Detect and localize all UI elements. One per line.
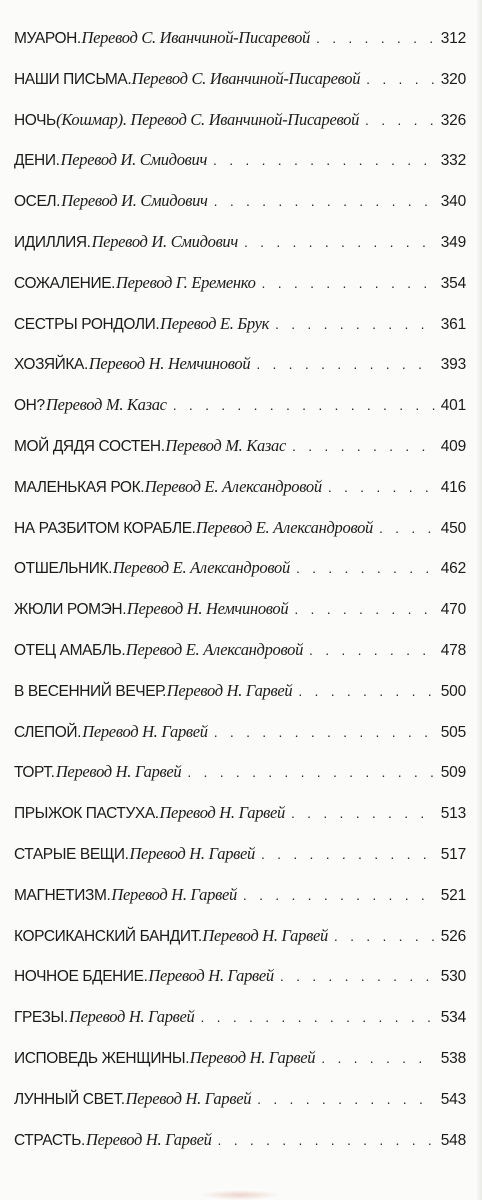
page-number: 538 bbox=[440, 1049, 466, 1067]
toc-entry bbox=[14, 354, 466, 395]
story-title: ЛУННЫЙ СВЕТ. bbox=[14, 1090, 125, 1108]
dot-leader bbox=[298, 683, 435, 699]
toc-entry bbox=[14, 1007, 466, 1048]
page-number: 500 bbox=[440, 682, 466, 700]
translator-credit: Перевод Е. Александровой bbox=[195, 517, 373, 537]
toc-entry bbox=[14, 477, 466, 518]
translator-credit: Перевод М. Казас bbox=[46, 395, 167, 415]
toc-entry bbox=[14, 395, 466, 436]
toc-entry bbox=[14, 558, 466, 599]
translator-credit: Перевод Н. Немчиновой bbox=[88, 354, 251, 374]
toc-entry bbox=[14, 436, 466, 477]
toc-entry bbox=[14, 314, 466, 355]
page-number: 332 bbox=[440, 152, 466, 170]
dot-leader bbox=[291, 805, 435, 821]
story-title: ИСПОВЕДЬ ЖЕНЩИНЫ. bbox=[14, 1049, 190, 1067]
story-title: СЛЕПОЙ. bbox=[14, 723, 82, 741]
translator-credit: Перевод И. Смидович bbox=[61, 191, 208, 211]
translator-credit: Перевод Е. Брук bbox=[160, 313, 270, 333]
scan-stain bbox=[200, 1190, 280, 1200]
story-title: СОЖАЛЕНИЕ. bbox=[14, 274, 116, 292]
toc-entry bbox=[14, 762, 466, 803]
translator-credit: Перевод И. Смидович bbox=[91, 231, 238, 251]
translator-credit: Перевод Н. Гарвей bbox=[166, 680, 293, 700]
translator-credit: Перевод Н. Гарвей bbox=[125, 1088, 252, 1108]
translator-credit: Перевод Н. Гарвей bbox=[202, 925, 328, 945]
toc-entry bbox=[14, 1089, 466, 1130]
dot-leader bbox=[328, 479, 435, 495]
translator-credit: Перевод Е. Александровой bbox=[112, 558, 290, 578]
toc-entry bbox=[14, 885, 466, 926]
toc-entry bbox=[14, 110, 466, 151]
toc-entry bbox=[14, 640, 466, 681]
story-title: ДЕНИ. bbox=[14, 152, 60, 170]
page-number: 340 bbox=[440, 193, 466, 211]
translator-credit: Перевод Н. Гарвей bbox=[111, 884, 237, 904]
story-title: СТАРЫЕ ВЕЩИ. bbox=[14, 845, 129, 863]
story-title: НОЧЬ bbox=[14, 111, 56, 129]
toc-entry bbox=[14, 926, 466, 967]
story-title: ЖЮЛИ РОМЭН. bbox=[14, 601, 127, 619]
page-number: 509 bbox=[440, 764, 466, 782]
dot-leader bbox=[262, 275, 435, 291]
page-number: 513 bbox=[440, 805, 466, 823]
page-number: 548 bbox=[440, 1131, 466, 1149]
toc-entry bbox=[14, 844, 466, 885]
page-number: 320 bbox=[440, 70, 466, 88]
dot-leader bbox=[365, 112, 435, 128]
page-number: 470 bbox=[440, 601, 466, 619]
toc-entry bbox=[14, 722, 466, 763]
dot-leader bbox=[201, 1009, 436, 1025]
page-number: 312 bbox=[440, 30, 466, 47]
dot-leader bbox=[296, 560, 435, 576]
story-title: СЕСТРЫ РОНДОЛИ. bbox=[14, 315, 160, 333]
dot-leader bbox=[218, 1132, 435, 1148]
dot-leader bbox=[243, 887, 435, 903]
page-number: 326 bbox=[440, 111, 466, 129]
translator-credit: Перевод М. Казас bbox=[165, 435, 287, 455]
page-number: 462 bbox=[440, 560, 466, 578]
dot-leader bbox=[261, 846, 435, 862]
page-number: 543 bbox=[440, 1090, 466, 1108]
toc-entry bbox=[14, 28, 466, 69]
story-title: ОТЕЦ АМАБЛЬ. bbox=[14, 641, 126, 659]
page-number: 393 bbox=[440, 356, 466, 374]
translator-credit: Перевод С. Иванчиной-Писаревой bbox=[81, 28, 311, 47]
page-number: 416 bbox=[440, 478, 466, 496]
translator-credit: Перевод Н. Гарвей bbox=[82, 721, 208, 741]
page-number: 361 bbox=[440, 315, 466, 333]
toc-entry bbox=[14, 803, 466, 844]
translator-credit: Перевод Н. Гарвей bbox=[148, 966, 274, 986]
translator-credit: Перевод Г. Еременко bbox=[115, 272, 256, 292]
toc-entry bbox=[14, 1130, 466, 1171]
story-title: МУАРОН. bbox=[14, 30, 81, 47]
dot-leader bbox=[187, 764, 435, 780]
dot-leader bbox=[321, 1050, 435, 1066]
page-number: 517 bbox=[440, 845, 466, 863]
toc-entry bbox=[14, 518, 466, 559]
page-number: 349 bbox=[440, 233, 466, 251]
story-title: МАЛЕНЬКАЯ РОК. bbox=[14, 478, 145, 496]
table-of-contents bbox=[14, 28, 466, 1170]
translator-credit: Перевод С. Иванчиной-Писаревой bbox=[131, 68, 361, 88]
translator-credit: Перевод Е. Александровой bbox=[144, 476, 322, 496]
translator-credit: Перевод Н. Гарвей bbox=[86, 1129, 212, 1149]
story-title: МОЙ ДЯДЯ СОСТЕН. bbox=[14, 437, 165, 455]
page-number: 478 bbox=[440, 641, 466, 659]
story-title: ОТШЕЛЬНИК. bbox=[14, 560, 113, 578]
dot-leader bbox=[275, 316, 435, 332]
translator-credit: Перевод Н. Гарвей bbox=[159, 803, 285, 823]
translator-credit: Перевод Н. Гарвей bbox=[55, 762, 182, 782]
page-number: 526 bbox=[440, 927, 466, 945]
translator-credit: Перевод И. Смидович bbox=[60, 150, 208, 170]
dot-leader bbox=[213, 152, 435, 168]
toc-entry bbox=[14, 273, 466, 314]
translator-credit: Перевод Е. Александровой bbox=[125, 639, 304, 659]
toc-entry bbox=[14, 681, 466, 722]
page-number: 354 bbox=[440, 274, 466, 292]
toc-entry bbox=[14, 966, 466, 1007]
story-title: МАГНЕТИЗМ. bbox=[14, 886, 111, 904]
toc-entry bbox=[14, 191, 466, 232]
translator-credit: (Кошмар). Перевод С. Иванчиной-Писаревой bbox=[56, 109, 360, 129]
story-title: ОН? bbox=[14, 397, 45, 415]
toc-entry bbox=[14, 150, 466, 191]
dot-leader bbox=[256, 356, 435, 372]
dot-leader bbox=[294, 601, 435, 617]
story-title: НА РАЗБИТОМ КОРАБЛЕ. bbox=[14, 519, 196, 537]
dot-leader bbox=[366, 71, 435, 87]
dot-leader bbox=[280, 968, 435, 984]
toc-entry bbox=[14, 69, 466, 110]
story-title: ГРЕЗЫ. bbox=[14, 1009, 68, 1027]
dot-leader bbox=[257, 1091, 435, 1107]
dot-leader bbox=[214, 193, 435, 209]
scan-edge-shadow bbox=[476, 0, 482, 1200]
dot-leader bbox=[244, 234, 435, 250]
story-title: ОСЕЛ. bbox=[14, 193, 61, 211]
translator-credit: Перевод Н. Гарвей bbox=[68, 1007, 195, 1027]
translator-credit: Перевод Н. Немчиновой bbox=[126, 599, 289, 619]
story-title: НАШИ ПИСЬМА. bbox=[14, 70, 132, 88]
dot-leader bbox=[379, 520, 435, 536]
page-number: 505 bbox=[440, 723, 466, 741]
dot-leader bbox=[214, 724, 435, 740]
page-number: 530 bbox=[440, 968, 466, 986]
toc-entry bbox=[14, 232, 466, 273]
story-title: В ВЕСЕННИЙ ВЕЧЕР. bbox=[14, 682, 167, 700]
dot-leader bbox=[309, 642, 435, 658]
translator-credit: Перевод Н. Гарвей bbox=[129, 843, 255, 863]
page-number: 521 bbox=[440, 886, 466, 904]
story-title: ХОЗЯЙКА. bbox=[14, 356, 88, 374]
dot-leader bbox=[173, 397, 435, 413]
story-title: ТОРТ. bbox=[14, 764, 55, 782]
page-number: 534 bbox=[440, 1009, 466, 1027]
page-number: 409 bbox=[440, 437, 466, 455]
story-title: КОРСИКАНСКИЙ БАНДИТ. bbox=[14, 927, 202, 945]
toc-entry bbox=[14, 599, 466, 640]
page-number: 401 bbox=[440, 397, 466, 415]
dot-leader bbox=[316, 30, 435, 46]
page-number: 450 bbox=[440, 519, 466, 537]
story-title: СТРАСТЬ. bbox=[14, 1131, 85, 1149]
dot-leader bbox=[334, 928, 435, 944]
story-title: ПРЫЖОК ПАСТУХА. bbox=[14, 805, 159, 823]
toc-entry bbox=[14, 1048, 466, 1089]
dot-leader bbox=[292, 438, 435, 454]
story-title: ИДИЛЛИЯ. bbox=[14, 233, 91, 251]
translator-credit: Перевод Н. Гарвей bbox=[189, 1047, 316, 1067]
story-title: НОЧНОЕ БДЕНИЕ. bbox=[14, 968, 148, 986]
